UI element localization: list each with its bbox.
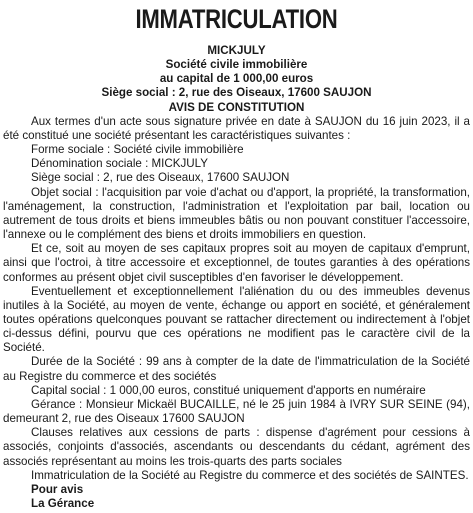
capital-paragraph: Capital social : 1 000,00 euros, constitué uniquement d'apports en numéraire bbox=[31, 383, 426, 397]
registration-paragraph: Immatriculation de la Société au Registre du commerce et des sociétés de SAINTES. bbox=[31, 468, 469, 482]
alienation-paragraph: Eventuellement et exceptionnellement l'aliénation du ou des immeubles devenus inutiles à la Société, au moyen de vente, échange ou apport en société, et généralement toutes opérations quelconques pouvant se rattacher directement ou indirectement à l'objet ci-dessus défini, pourvu que ces opérations ne modifient pas le caractère civil de la Société. bbox=[3, 284, 470, 355]
duration-paragraph: Durée de la Société : 99 ans à compter de la date de l'immatriculation de la Société au Registre du commerce et des sociétés bbox=[3, 355, 470, 383]
company-head-office: Siège social : 2, rue des Oiseaux, 17600 SAUJON bbox=[101, 86, 372, 100]
signature-line: La Gérance bbox=[31, 497, 95, 510]
company-name: MICKJULY bbox=[207, 44, 266, 57]
intro-paragraph: Aux termes d'un acte sous signature privée en date à SAUJON du 16 juin 2023, il a été constitué une société présentant les caractéristiques suivantes : bbox=[3, 114, 470, 142]
closing-line: Pour avis bbox=[31, 482, 84, 496]
company-type: Société civile immobilière bbox=[165, 58, 308, 72]
company-capital: au capital de 1 000,00 euros bbox=[159, 72, 314, 86]
object-paragraph: Objet social : l'acquisition par voie d'achat ou d'apport, la propriété, la transformation, l'aménagement, la construction, l'administration et l'exploitation par bail, location ou autrement de tous droits et biens immeubles bâtis ou non pouvant constituer l'accessoire, l'annexe ou le complément des biens et droits immobiliers en question. bbox=[3, 185, 470, 242]
seat-line: Siège social : 2, rue des Oiseaux, 17600 SAUJON bbox=[31, 171, 290, 185]
notice-title: AVIS DE CONSTITUTION bbox=[168, 100, 305, 114]
denomination-line: Dénomination sociale : MICKJULY bbox=[31, 157, 208, 171]
notice-banner: IMMATRICULATION bbox=[135, 4, 338, 34]
transfer-paragraph: Clauses relatives aux cessions de parts : dispense d'agrément pour cessions à associés, conjoints d'associés, ascendants ou descendants du cédant, agrément des associés représentant au moins les trois-quarts des parts sociales bbox=[3, 426, 470, 468]
legal-form-line: Forme sociale : Société civile immobilière bbox=[31, 143, 244, 157]
financing-paragraph: Et ce, soit au moyen de ses capitaux propres soit au moyen de capitaux d'emprunt, ainsi que l'octroi, à titre accessoire et exceptionnel, de toutes garanties à des opérations conformes au présent objet civil susceptibles d'en favoriser le développement. bbox=[3, 242, 470, 284]
management-paragraph: Gérance : Monsieur Mickaël BUCAILLE, né le 25 juin 1984 à IVRY SUR SEINE (94), demeurant 2, rue des Oiseaux 17600 SAUJON bbox=[3, 397, 470, 426]
